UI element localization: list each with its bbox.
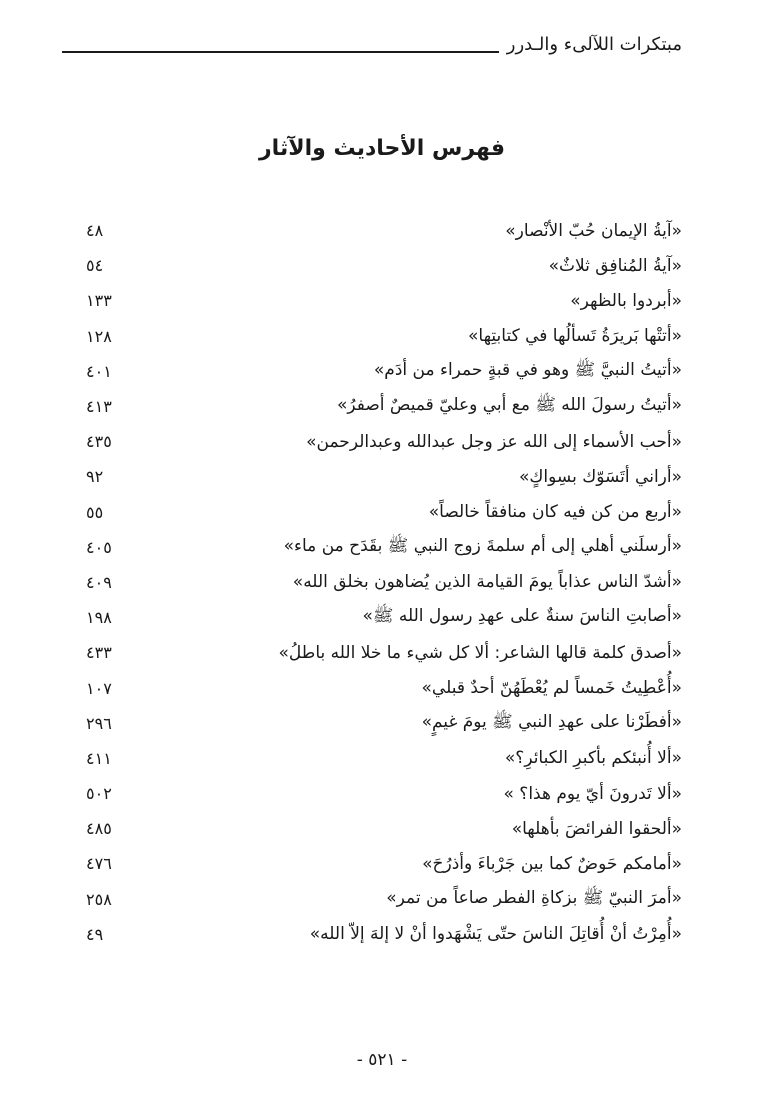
index-entry <box>86 635 682 670</box>
entry-text: «أتيتُ رسولَ الله ﷺ مع أبي وعليّ قميصٌ أصفرُ» <box>336 395 682 416</box>
index-entry <box>86 741 682 776</box>
index-entry <box>86 389 682 424</box>
entry-text: «ألا تَدرونَ أيّ يوم هذا؟ » <box>503 783 682 804</box>
entry-text: «ألا أُنبئكم بأكبرِ الكبائرِ؟» <box>504 748 682 769</box>
entry-text: «أربع من كن فيه كان منافقاً خالصاً» <box>428 502 682 523</box>
index-entry <box>86 283 682 318</box>
index-entry <box>86 917 682 952</box>
entry-page-number: ٤٠٥ <box>86 537 112 557</box>
entry-page-number: ٥٠٢ <box>86 784 112 804</box>
entry-text: «أراني أتَسَوّك بسِواكٍ» <box>519 466 682 487</box>
entry-text: «أتتْها بَريرَةُ تَسألُها في كتابتِها» <box>468 326 682 347</box>
index-entry <box>86 811 682 846</box>
index-entry <box>86 424 682 459</box>
entry-page-number: ١٣٣ <box>86 291 112 311</box>
entry-page-number: ٤٣٣ <box>86 643 112 663</box>
entry-text: «أصدق كلمة قالها الشاعر: ألا كل شيء ما خلا الله باطلُ» <box>278 642 682 663</box>
index-entry <box>86 459 682 494</box>
index-entry <box>86 354 682 389</box>
entry-page-number: ٤٧٦ <box>86 854 112 874</box>
running-header <box>62 28 682 56</box>
entry-page-number: ٢٥٨ <box>86 889 112 909</box>
entry-text: «ألحقوا الفرائضَ بأهلها» <box>511 818 682 839</box>
entry-page-number: ٤٩ <box>86 924 104 944</box>
entry-text: «أفطَرْنا على عهدِ النبي ﷺ يومَ غيمٍ» <box>421 711 682 732</box>
entry-page-number: ٩٢ <box>86 467 104 487</box>
entry-page-number: ٤٨٥ <box>86 819 112 839</box>
index-entry <box>86 846 682 881</box>
index-entry <box>86 882 682 917</box>
entry-page-number: ٥٤ <box>86 256 104 276</box>
index-entry <box>86 565 682 600</box>
entry-page-number: ١٩٨ <box>86 608 112 628</box>
entry-text: «أبردوا بالظهر» <box>570 290 682 311</box>
entry-text: «أمامكم حَوضٌ كما بين جَرْباءَ وأذرُحَ» <box>422 853 682 874</box>
index-entry <box>86 319 682 354</box>
entry-text: «أصابتِ الناسَ سنةٌ على عهدِ رسول الله ﷺ» <box>362 606 682 627</box>
entry-page-number: ٤٨ <box>86 221 104 241</box>
entry-text: «أحب الأسماء إلى الله عز وجل عبدالله وعبدالرحمن» <box>306 431 682 452</box>
entry-page-number: ٥٥ <box>86 502 104 522</box>
entry-text: «أرسلَني أهلي إلى أم سلمةَ زوج النبي ﷺ بقَدَح من ماء» <box>283 535 682 556</box>
index-entry <box>86 670 682 705</box>
entry-page-number: ١٠٧ <box>86 678 112 698</box>
entry-page-number: ٤١١ <box>86 748 112 768</box>
entry-text: «أشدّ الناس عذاباً يومَ القيامة الذين يُضاهون بخلق الله» <box>292 572 682 593</box>
index-entry <box>86 213 682 248</box>
entry-page-number: ١٢٨ <box>86 326 112 346</box>
entry-page-number: ٤٠١ <box>86 361 112 381</box>
entry-text: «أتيتُ النبيَّ ﷺ وهو في قبةٍ حمراء من أدَم» <box>373 359 682 380</box>
page-number: - ٥٢١ - <box>356 1050 408 1070</box>
entry-page-number: ٢٩٦ <box>86 713 112 733</box>
index-entry <box>86 495 682 530</box>
index-entry <box>86 600 682 635</box>
header-rule <box>62 51 499 53</box>
index-title: فهرس الأحاديث والآثار <box>259 136 505 161</box>
entry-text: «أُعْطِيتُ خَمساً لم يُعْطَهُنّ أحدٌ قبلي» <box>421 678 682 699</box>
index-entry <box>86 706 682 741</box>
entry-text: «أُمِرْتُ أنْ أُقاتِلَ الناسَ حتّى يَشْهَدوا أنْ لا إلهَ إلاّ الله» <box>309 924 682 945</box>
entries-list <box>86 213 682 952</box>
entry-text: «آيةُ الإيمان حُبّ الأنْصار» <box>505 220 682 241</box>
index-entry <box>86 530 682 565</box>
entry-text: «آيةُ المُنافِق ثلاثٌ» <box>548 255 682 276</box>
entry-page-number: ٤١٣ <box>86 397 112 417</box>
index-entry <box>86 248 682 283</box>
entry-page-number: ٤٣٥ <box>86 432 112 452</box>
entry-page-number: ٤٠٩ <box>86 572 112 592</box>
entry-text: «أمرَ النبيّ ﷺ بزكاةِ الفطر صاعاً من تمر» <box>386 887 682 908</box>
index-entry <box>86 776 682 811</box>
book-title: مبتكرات اللآلىء والـدرر <box>506 34 682 55</box>
